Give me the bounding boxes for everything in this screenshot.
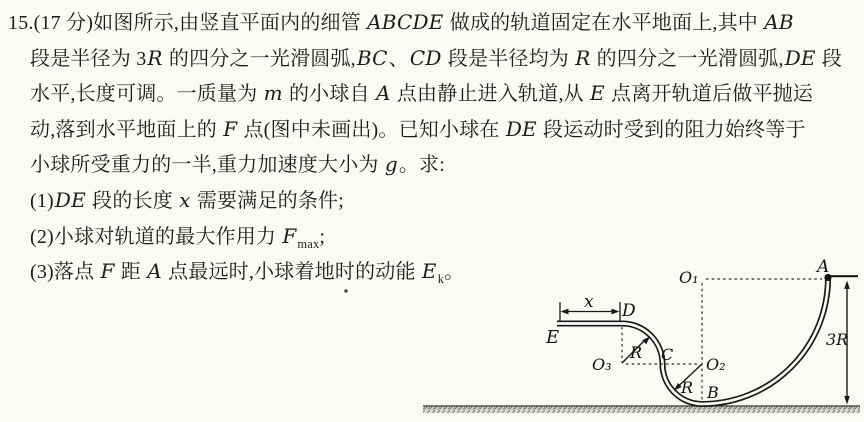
problem-line-3: 水平,长度可调。一质量为 m 的小球自 A 点由静止进入轨道,从 E 点离开轨道后做平抛运 bbox=[30, 81, 814, 106]
label-point-c: C bbox=[661, 345, 674, 364]
problem-subquestion-1: (1)DE 段的长度 x 需要满足的条件; bbox=[30, 187, 345, 212]
label-center-o3: O₃ bbox=[592, 355, 612, 374]
ground bbox=[423, 406, 860, 413]
label-height-3r: 3R bbox=[826, 330, 849, 349]
label-point-d: D bbox=[622, 301, 636, 321]
label-point-e: E bbox=[546, 327, 560, 348]
label-x-dimension: x bbox=[584, 292, 594, 312]
problem-line-4: 动,落到水平地面上的 F 点(图中未画出)。已知小球在 DE 段运动时受到的阻力始终等于 bbox=[30, 116, 806, 141]
tube-wall-lower bbox=[557, 278, 830, 406]
label-point-b: B bbox=[707, 383, 719, 402]
label-center-o1: O₁ bbox=[679, 268, 699, 287]
problem-line-5: 小球所受重力的一半,重力加速度大小为 g。求: bbox=[30, 152, 445, 177]
label-point-a: A bbox=[817, 257, 830, 277]
label-center-o2: O₂ bbox=[706, 355, 726, 374]
problem-subquestion-3: (3)落点 F 距 A 点最远时,小球着地时的动能 $E_k$。 bbox=[30, 259, 465, 287]
problem-subquestion-2: (2)小球对轨道的最大作用力 $F_{max}$; bbox=[30, 223, 326, 251]
problem-line-2: 段是半径为 3R 的四分之一光滑圆弧,BC、CD 段是半径均为 R 的四分之一光滑圆弧,DE 段 bbox=[30, 45, 843, 70]
stray-ink-dot bbox=[344, 289, 348, 293]
label-radius-dc: R bbox=[630, 343, 643, 362]
label-radius-cb: R bbox=[681, 378, 694, 397]
problem-line-1: 15.(17 分)如图所示,由竖直平面内的细管 ABCDE 做成的轨道固定在水平地面上,其中 AB bbox=[8, 10, 794, 34]
tube-track bbox=[557, 278, 830, 406]
